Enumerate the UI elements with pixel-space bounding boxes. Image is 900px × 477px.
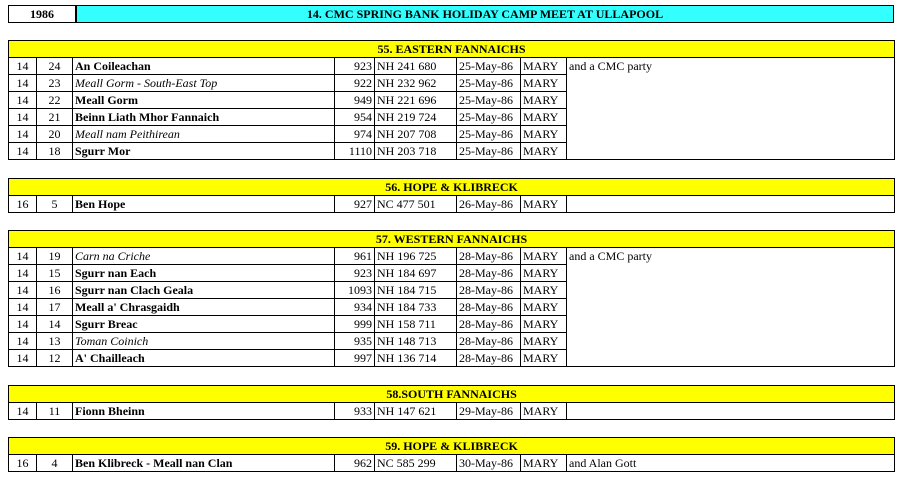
grid-ref-cell: NH 221 696 <box>375 92 457 109</box>
hill-name-cell: Sgurr Mor <box>73 143 335 160</box>
hill-number-cell: 15 <box>37 265 73 282</box>
section-number-cell: 14 <box>9 109 37 126</box>
hill-number-cell: 20 <box>37 126 73 143</box>
hill-number-cell: 11 <box>37 403 73 420</box>
date-cell: 25-May-86 <box>457 143 521 160</box>
hill-number-cell: 5 <box>37 196 73 213</box>
hill-number-cell: 4 <box>37 455 73 472</box>
section-number-cell: 14 <box>9 333 37 350</box>
section-number-cell: 14 <box>9 299 37 316</box>
climber-cell: MARY <box>521 299 567 316</box>
grid-ref-cell: NH 184 697 <box>375 265 457 282</box>
date-cell: 25-May-86 <box>457 92 521 109</box>
height-cell: 922 <box>335 75 375 92</box>
climber-cell: MARY <box>521 75 567 92</box>
table-row <box>9 248 895 265</box>
grid-ref-cell: NC 585 299 <box>375 455 457 472</box>
section-number-cell: 14 <box>9 75 37 92</box>
note-cell <box>567 403 895 420</box>
climber-cell: MARY <box>521 333 567 350</box>
grid-ref-cell: NH 241 680 <box>375 58 457 75</box>
section-number-cell: 14 <box>9 143 37 160</box>
grid-ref-cell: NH 203 718 <box>375 143 457 160</box>
table-row <box>9 196 895 213</box>
note-cell <box>567 126 895 143</box>
height-cell: 923 <box>335 58 375 75</box>
hill-name-cell: Sgurr nan Clach Geala <box>73 282 335 299</box>
table-row <box>9 333 895 350</box>
hill-number-cell: 22 <box>37 92 73 109</box>
climber-cell: MARY <box>521 248 567 265</box>
grid-ref-cell: NH 196 725 <box>375 248 457 265</box>
section-number-cell: 14 <box>9 92 37 109</box>
grid-ref-cell: NH 148 713 <box>375 333 457 350</box>
grid-ref-cell: NH 158 711 <box>375 316 457 333</box>
height-cell: 999 <box>335 316 375 333</box>
note-cell: and Alan Gott <box>567 455 895 472</box>
section-number-cell: 14 <box>9 248 37 265</box>
grid-ref-cell: NH 136 714 <box>375 350 457 367</box>
hill-name-cell: Meall a' Chrasgaidh <box>73 299 335 316</box>
grid-ref-cell: NH 147 621 <box>375 403 457 420</box>
date-cell: 25-May-86 <box>457 126 521 143</box>
note-cell <box>567 143 895 160</box>
section-title: 55. EASTERN FANNAICHS <box>9 41 895 58</box>
section-2 <box>8 178 894 213</box>
table-row <box>9 403 895 420</box>
date-cell: 25-May-86 <box>457 58 521 75</box>
table-row <box>9 265 895 282</box>
height-cell: 961 <box>335 248 375 265</box>
section-title: 58.SOUTH FANNAICHS <box>9 386 895 403</box>
note-cell: and a CMC party <box>567 58 895 75</box>
hill-number-cell: 19 <box>37 248 73 265</box>
hill-number-cell: 24 <box>37 58 73 75</box>
climber-cell: MARY <box>521 143 567 160</box>
hill-name-cell: An Coileachan <box>73 58 335 75</box>
hill-number-cell: 23 <box>37 75 73 92</box>
grid-ref-cell: NH 184 715 <box>375 282 457 299</box>
climber-cell: MARY <box>521 455 567 472</box>
date-cell: 28-May-86 <box>457 282 521 299</box>
note-cell: and a CMC party <box>567 248 895 265</box>
date-cell: 28-May-86 <box>457 316 521 333</box>
section-title: 57. WESTERN FANNAICHS <box>9 231 895 248</box>
section-table <box>8 230 895 367</box>
height-cell: 962 <box>335 455 375 472</box>
note-cell <box>567 299 895 316</box>
section-5 <box>8 437 894 472</box>
hill-name-cell: Meall Gorm - South-East Top <box>73 75 335 92</box>
grid-ref-cell: NC 477 501 <box>375 196 457 213</box>
section-1 <box>8 40 894 160</box>
climber-cell: MARY <box>521 403 567 420</box>
section-table <box>8 437 895 472</box>
section-number-cell: 14 <box>9 282 37 299</box>
climber-cell: MARY <box>521 58 567 75</box>
meet-title: 14. CMC SPRING BANK HOLIDAY CAMP MEET AT ULLAPOOL <box>76 5 894 23</box>
year-cell: 1986 <box>8 5 76 23</box>
table-row <box>9 282 895 299</box>
section-table <box>8 178 895 213</box>
note-cell <box>567 316 895 333</box>
grid-ref-cell: NH 219 724 <box>375 109 457 126</box>
section-number-cell: 14 <box>9 265 37 282</box>
hill-name-cell: Ben Klibreck - Meall nan Clan <box>73 455 335 472</box>
hill-name-cell: Meall Gorm <box>73 92 335 109</box>
date-cell: 25-May-86 <box>457 75 521 92</box>
section-number-cell: 14 <box>9 316 37 333</box>
note-cell <box>567 350 895 367</box>
date-cell: 29-May-86 <box>457 403 521 420</box>
hill-number-cell: 21 <box>37 109 73 126</box>
height-cell: 935 <box>335 333 375 350</box>
hill-name-cell: Fionn Bheinn <box>73 403 335 420</box>
height-cell: 927 <box>335 196 375 213</box>
hill-name-cell: Carn na Criche <box>73 248 335 265</box>
height-cell: 1093 <box>335 282 375 299</box>
hill-name-cell: Toman Coinich <box>73 333 335 350</box>
date-cell: 28-May-86 <box>457 350 521 367</box>
hill-number-cell: 12 <box>37 350 73 367</box>
table-row <box>9 316 895 333</box>
section-number-cell: 16 <box>9 455 37 472</box>
note-cell <box>567 75 895 92</box>
hill-number-cell: 18 <box>37 143 73 160</box>
report-header <box>8 5 894 23</box>
climber-cell: MARY <box>521 109 567 126</box>
height-cell: 974 <box>335 126 375 143</box>
date-cell: 28-May-86 <box>457 333 521 350</box>
note-cell <box>567 92 895 109</box>
climber-cell: MARY <box>521 350 567 367</box>
climber-cell: MARY <box>521 92 567 109</box>
section-number-cell: 14 <box>9 350 37 367</box>
date-cell: 28-May-86 <box>457 299 521 316</box>
climber-cell: MARY <box>521 265 567 282</box>
note-cell <box>567 333 895 350</box>
section-number-cell: 16 <box>9 196 37 213</box>
hill-number-cell: 13 <box>37 333 73 350</box>
section-title: 56. HOPE & KLIBRECK <box>9 179 895 196</box>
section-number-cell: 14 <box>9 403 37 420</box>
section-number-cell: 14 <box>9 58 37 75</box>
table-row <box>9 75 895 92</box>
grid-ref-cell: NH 207 708 <box>375 126 457 143</box>
grid-ref-cell: NH 232 962 <box>375 75 457 92</box>
height-cell: 933 <box>335 403 375 420</box>
date-cell: 28-May-86 <box>457 248 521 265</box>
height-cell: 1110 <box>335 143 375 160</box>
date-cell: 30-May-86 <box>457 455 521 472</box>
height-cell: 997 <box>335 350 375 367</box>
section-4 <box>8 385 894 420</box>
table-row <box>9 350 895 367</box>
climber-cell: MARY <box>521 282 567 299</box>
height-cell: 923 <box>335 265 375 282</box>
height-cell: 934 <box>335 299 375 316</box>
grid-ref-cell: NH 184 733 <box>375 299 457 316</box>
section-number-cell: 14 <box>9 126 37 143</box>
table-row <box>9 109 895 126</box>
hill-name-cell: Beinn Liath Mhor Fannaich <box>73 109 335 126</box>
hill-number-cell: 17 <box>37 299 73 316</box>
note-cell <box>567 265 895 282</box>
date-cell: 26-May-86 <box>457 196 521 213</box>
climber-cell: MARY <box>521 316 567 333</box>
hill-number-cell: 16 <box>37 282 73 299</box>
table-row <box>9 299 895 316</box>
hill-name-cell: Sgurr nan Each <box>73 265 335 282</box>
hill-number-cell: 14 <box>37 316 73 333</box>
table-row <box>9 58 895 75</box>
date-cell: 28-May-86 <box>457 265 521 282</box>
hill-name-cell: Sgurr Breac <box>73 316 335 333</box>
climber-cell: MARY <box>521 126 567 143</box>
date-cell: 25-May-86 <box>457 109 521 126</box>
height-cell: 954 <box>335 109 375 126</box>
section-3 <box>8 230 894 367</box>
hill-name-cell: Meall nam Peithirean <box>73 126 335 143</box>
section-table <box>8 385 895 420</box>
section-title: 59. HOPE & KLIBRECK <box>9 438 895 455</box>
hill-name-cell: Ben Hope <box>73 196 335 213</box>
hill-name-cell: A' Chailleach <box>73 350 335 367</box>
table-row <box>9 126 895 143</box>
height-cell: 949 <box>335 92 375 109</box>
climber-cell: MARY <box>521 196 567 213</box>
table-row <box>9 455 895 472</box>
section-table <box>8 40 895 160</box>
note-cell <box>567 282 895 299</box>
table-row <box>9 92 895 109</box>
note-cell <box>567 196 895 213</box>
note-cell <box>567 109 895 126</box>
table-row <box>9 143 895 160</box>
